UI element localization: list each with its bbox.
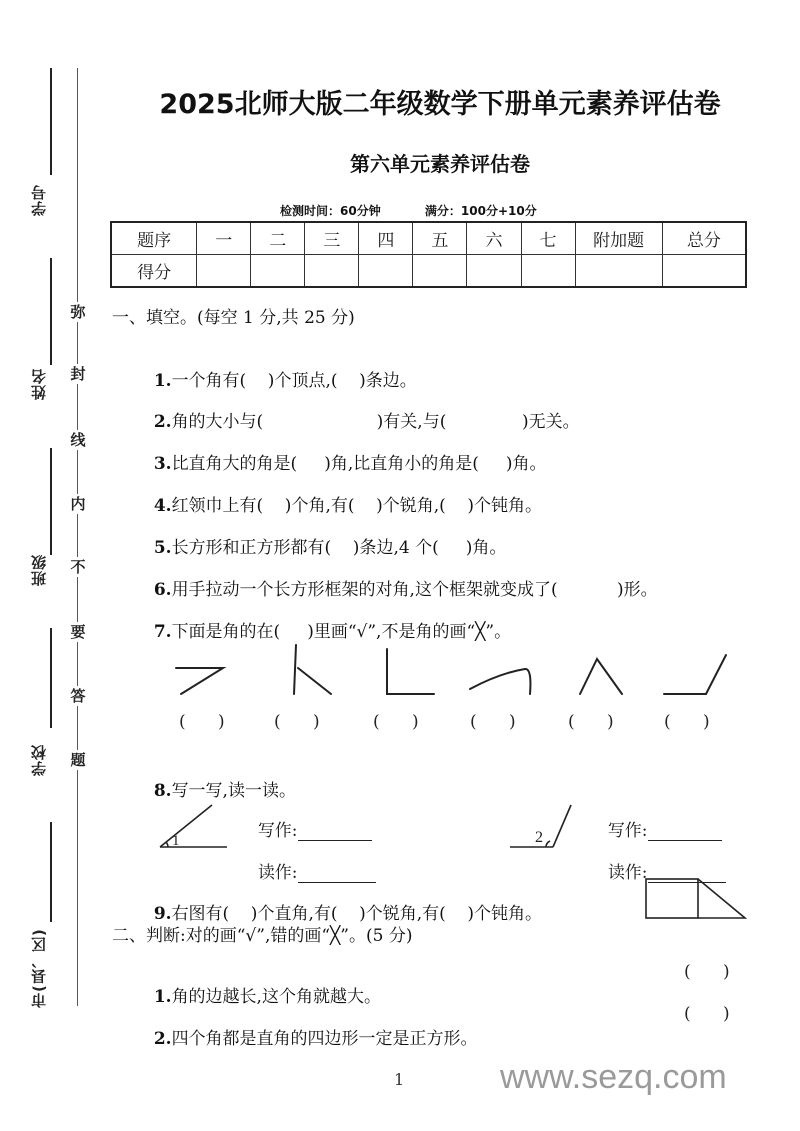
- seal-char: 弥: [68, 302, 88, 322]
- seal-char: 要: [68, 622, 88, 642]
- question-number: 5.: [153, 538, 172, 558]
- class-label: 班级: [30, 554, 48, 586]
- header-cell: 二: [251, 222, 305, 255]
- angle2-write: [597, 796, 722, 841]
- question-1-4: [143, 471, 542, 516]
- name-line[interactable]: [50, 258, 52, 365]
- score-row-label: 得分: [111, 255, 197, 288]
- question-1-9: [143, 879, 542, 924]
- score-cell[interactable]: [197, 255, 251, 288]
- angle1-write: [247, 796, 372, 841]
- question-number: 1.: [153, 987, 172, 1007]
- figure-2: [294, 645, 296, 694]
- q7-answer-3[interactable]: ( ): [373, 712, 419, 732]
- question-1-5: [143, 513, 506, 558]
- question-number: 4.: [153, 496, 172, 516]
- judge-answer-2[interactable]: ( ): [684, 1004, 730, 1024]
- seal-char: 线: [68, 430, 88, 450]
- question-text: 角的大小与( )有关,与( )无关。: [171, 412, 580, 432]
- school-label: 学校: [30, 744, 48, 776]
- question-text: 右图有( )个直角,有( )个锐角,有( )个钝角。: [171, 904, 543, 924]
- question-2-2: [143, 1004, 478, 1049]
- q9-figure: [645, 877, 755, 922]
- score-cell[interactable]: [305, 255, 359, 288]
- question-number: 1.: [153, 371, 172, 391]
- question-text: 用手拉动一个长方形框架的对角,这个框架就变成了( )形。: [171, 580, 658, 600]
- name-label: 姓名: [30, 368, 48, 400]
- section2-heading: 二、判断:对的画“√”,错的画“╳”。(5 分): [112, 926, 413, 946]
- question-number: 3.: [153, 454, 172, 474]
- class-line[interactable]: [50, 448, 52, 555]
- score-cell[interactable]: [521, 255, 575, 288]
- question-text: 长方形和正方形都有( )条边,4 个( )角。: [171, 538, 507, 558]
- full-score: 满分：100分+10分: [424, 204, 537, 218]
- question-text: 角的边越长,这个角就越大。: [171, 987, 381, 1007]
- section1-heading: 一、填空。(每空 1 分,共 25 分): [112, 308, 355, 328]
- page-number: 1: [394, 1070, 405, 1089]
- figure-1: [176, 668, 223, 694]
- score-cell[interactable]: [662, 255, 746, 288]
- q7-answer-5[interactable]: ( ): [568, 712, 614, 732]
- time-limit: 检测时间：60分钟: [280, 204, 381, 218]
- header-cell: 三: [305, 222, 359, 255]
- question-number: 7.: [153, 622, 172, 642]
- question-text: 四个角都是直角的四边形一定是正方形。: [171, 1029, 478, 1049]
- score-cell[interactable]: [359, 255, 413, 288]
- header-cell: 一: [197, 222, 251, 255]
- seal-char: 内: [68, 494, 88, 514]
- judge-answer-1[interactable]: ( ): [684, 962, 730, 982]
- student-id-line[interactable]: [50, 68, 52, 175]
- seal-char: 题: [68, 750, 88, 770]
- question-number: 6.: [153, 580, 172, 600]
- q7-answer-1[interactable]: ( ): [179, 712, 225, 732]
- q7-answer-4[interactable]: ( ): [470, 712, 516, 732]
- exam-meta: [280, 202, 577, 219]
- header-cell: 七: [521, 222, 575, 255]
- angle-2-label: 2: [535, 829, 543, 846]
- score-cell[interactable]: [413, 255, 467, 288]
- question-number: 8.: [153, 781, 172, 801]
- district-label: 市(县、区): [30, 928, 48, 1008]
- header-cell: 六: [467, 222, 521, 255]
- q7-answer-2[interactable]: ( ): [274, 712, 320, 732]
- score-cell[interactable]: [575, 255, 662, 288]
- question-text: 写一写,读一读。: [171, 781, 296, 801]
- seal-char: 不: [68, 557, 88, 577]
- q7-answer-6[interactable]: ( ): [664, 712, 710, 732]
- question-number: 2.: [153, 412, 172, 432]
- seal-line: [77, 68, 78, 1006]
- score-table-header-row: [111, 222, 746, 255]
- question-text: 红领巾上有( )个角,有( )个锐角,( )个钝角。: [171, 496, 543, 516]
- exam-subtitle: 第六单元素养评估卷: [350, 152, 530, 176]
- header-cell: 附加题: [575, 222, 662, 255]
- figure-5: [580, 659, 622, 694]
- question-1-3: [143, 429, 547, 474]
- student-id-label: 学号: [30, 184, 48, 216]
- angle-1-label: 1: [172, 833, 180, 849]
- header-cell: 总分: [662, 222, 746, 255]
- seal-char: 封: [68, 364, 88, 384]
- question-text: 一个角有( )个顶点,( )条边。: [171, 371, 417, 391]
- read-label: 读作:: [257, 863, 298, 883]
- figure-3: [387, 649, 434, 694]
- exam-title: 2025北师大版二年级数学下册单元素养评估卷: [159, 89, 721, 120]
- question-1-2: [143, 387, 580, 432]
- question-text: 下面是角的在( )里画“√”,不是角的画“╳”。: [171, 622, 512, 642]
- watermark: www.sezq.com: [500, 1058, 727, 1096]
- score-table-score-row: [111, 255, 746, 288]
- question-number: 9.: [153, 904, 172, 924]
- header-cell: 五: [413, 222, 467, 255]
- score-cell[interactable]: [467, 255, 521, 288]
- write-label: 写作:: [257, 821, 298, 841]
- read-label: 读作:: [607, 863, 648, 883]
- question-1-1: [143, 346, 417, 391]
- question-1-6: [143, 555, 658, 600]
- score-cell[interactable]: [251, 255, 305, 288]
- figure-6: [664, 655, 726, 694]
- header-cell: 四: [359, 222, 413, 255]
- angle1-read: [247, 838, 376, 883]
- score-table: [110, 221, 747, 288]
- question-2-1: [143, 962, 381, 1007]
- q7-figures: [0, 635, 800, 715]
- question-text: 比直角大的角是( )角,比直角小的角是( )角。: [171, 454, 547, 474]
- figure-4: [470, 669, 530, 694]
- question-number: 2.: [153, 1029, 172, 1049]
- write-label: 写作:: [607, 821, 648, 841]
- header-cell: 题序: [111, 222, 197, 255]
- seal-char: 答: [68, 686, 88, 706]
